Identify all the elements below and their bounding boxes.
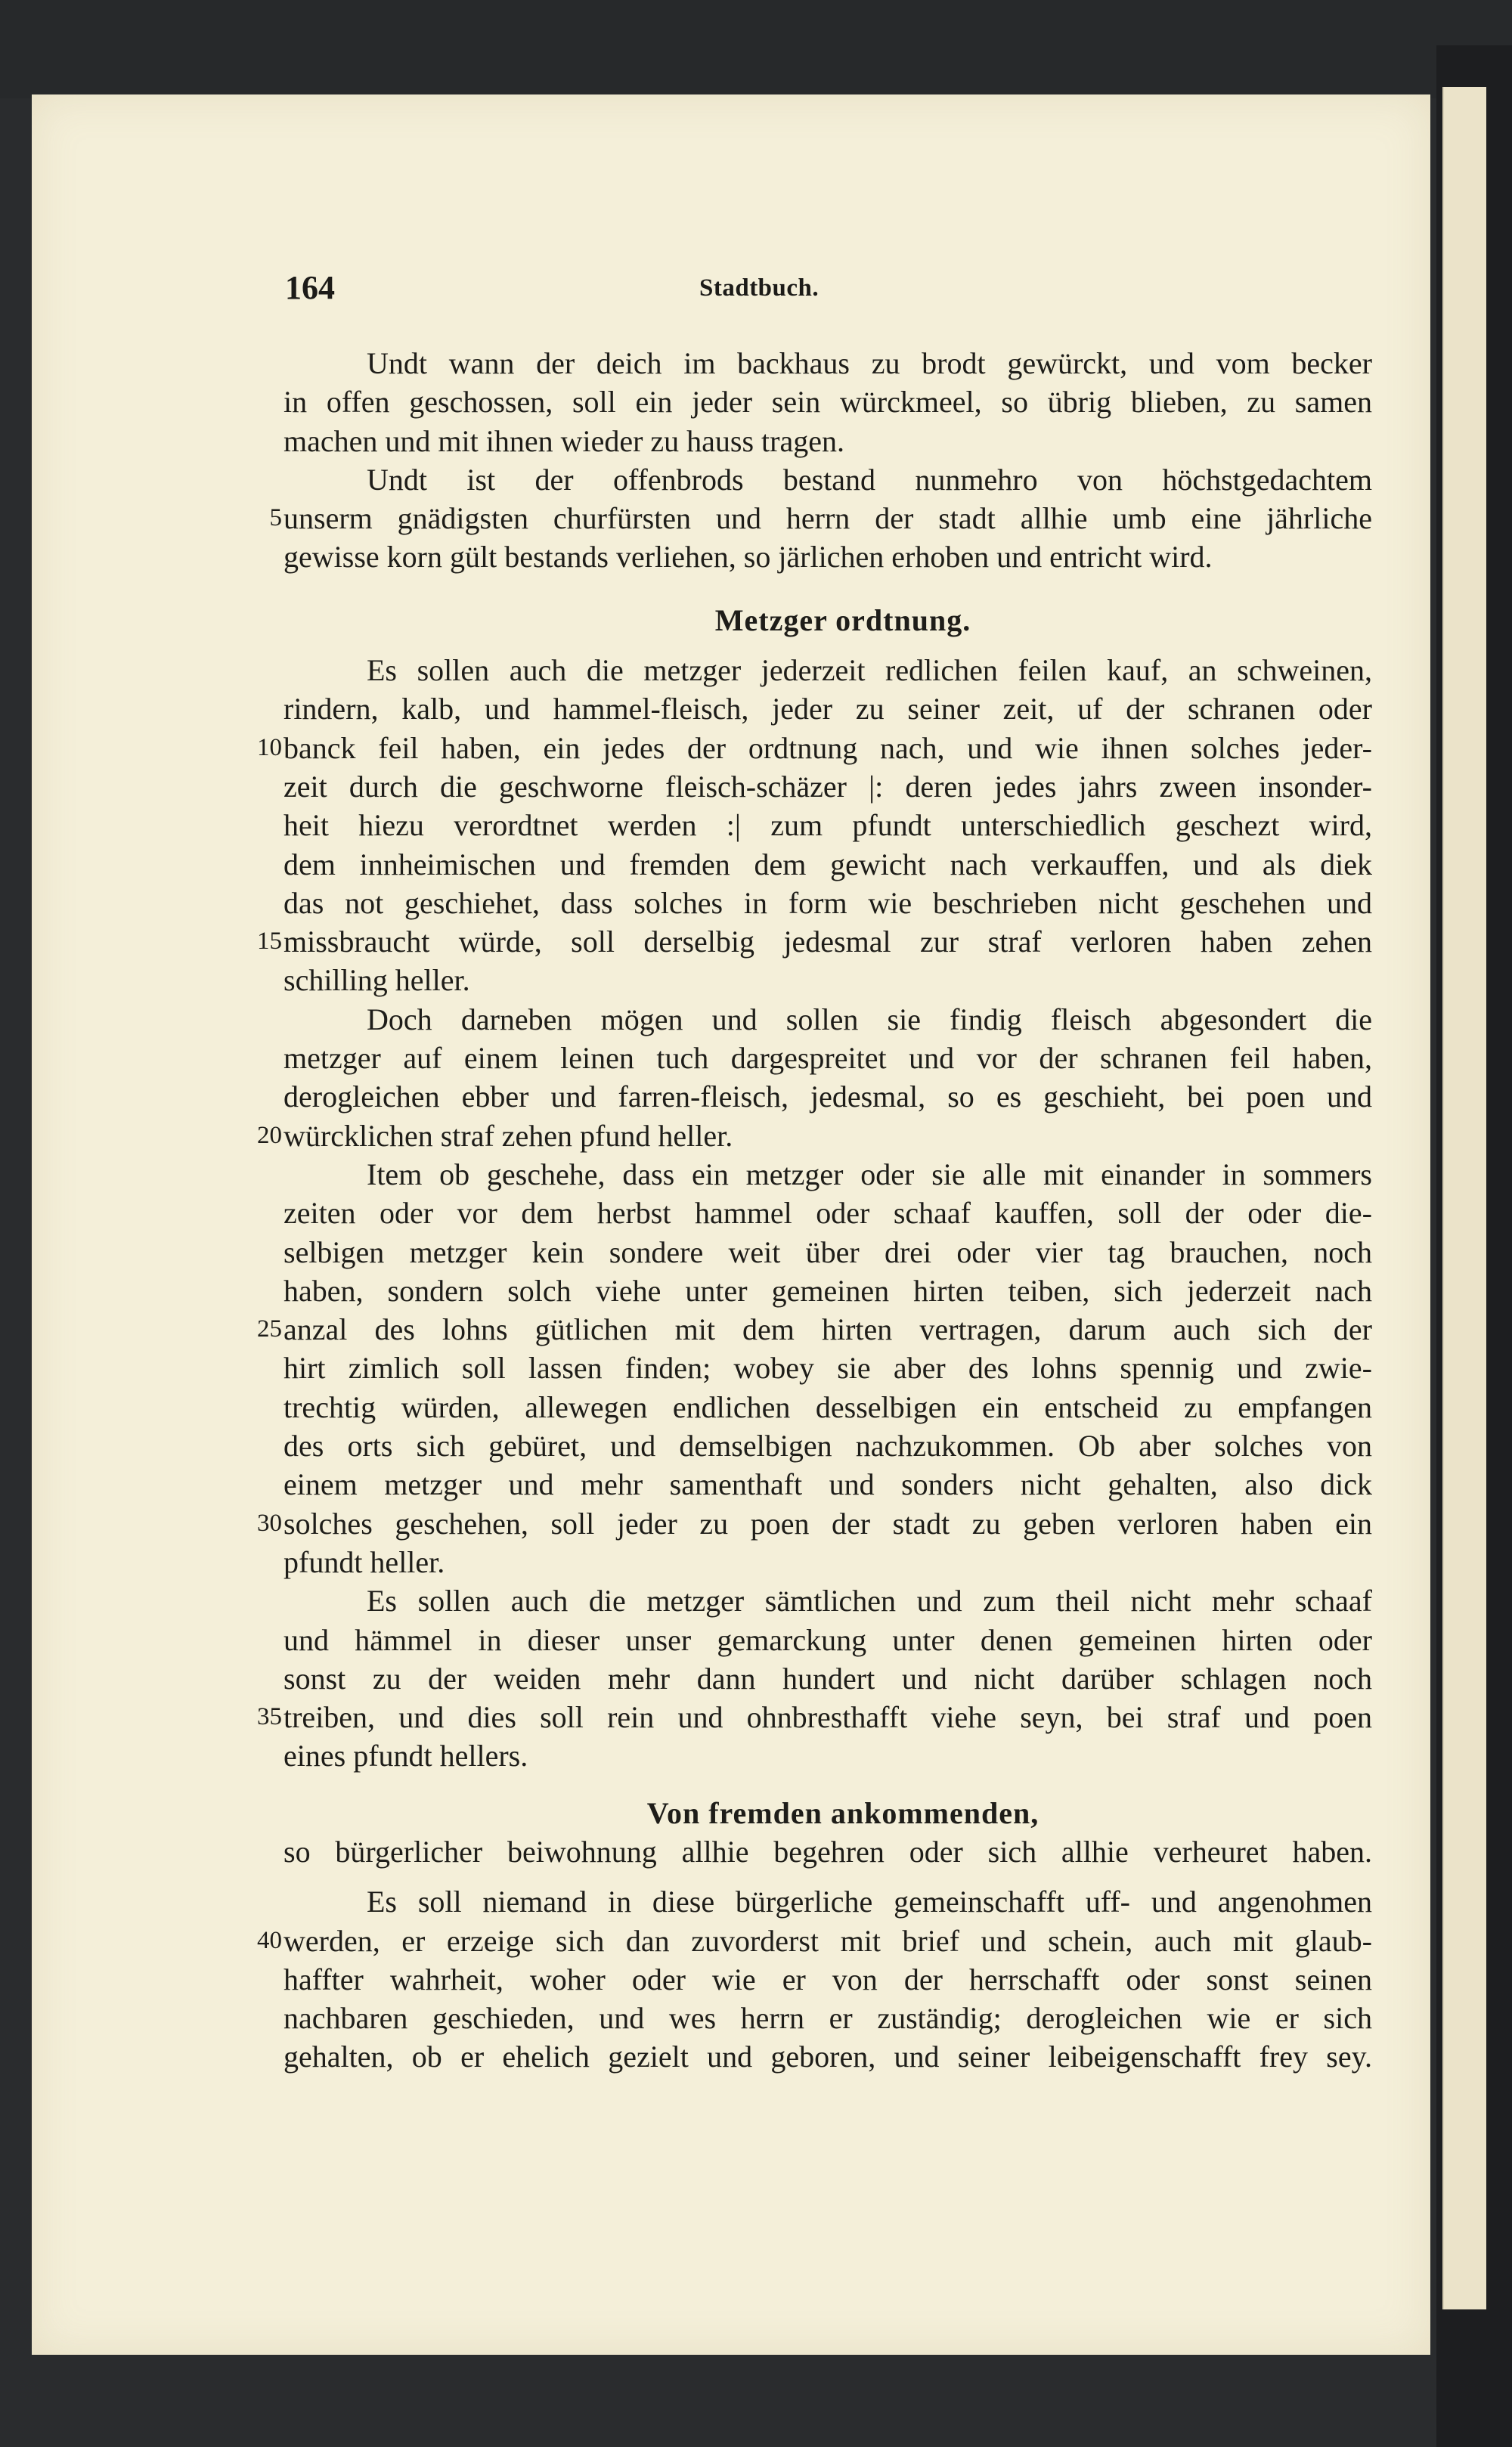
text-line: Undt ist der offenbrods bestand nunmehro von höchstgedachtem — [367, 462, 1372, 497]
paragraph — [257, 1000, 1372, 1155]
text-line: Es soll niemand in diese bürgerliche gemeinschafft uff- und angenohmen — [367, 1885, 1372, 1919]
line-number: 5 — [269, 504, 282, 532]
paragraph — [257, 651, 1372, 1000]
text-line: metzger auf einem leinen tuch dargespreitet und vor der schranen feil haben, — [284, 1041, 1372, 1076]
text-line — [269, 499, 1372, 537]
line-number: 25 — [257, 1315, 282, 1343]
page-body — [257, 344, 1372, 2077]
section-heading: Von fremden ankommenden, — [646, 1795, 1040, 1830]
text-line: gehalten, ob er ehelich gezielt und geboren, und seiner leibeigenschafft frey sey. — [284, 2040, 1372, 2074]
text-line: selbigen metzger kein sondere weit über drei oder vier tag brauchen, noch — [284, 1234, 1372, 1269]
text-line-content: werden, er erzeige sich dan zuvorderst mit brief und schein, auch mit glaub- — [284, 1923, 1372, 1958]
text-line: rindern, kalb, und hammel-fleisch, jeder zu seiner zeit, uf der schranen oder — [284, 692, 1372, 726]
text-line: sonst zu der weiden mehr dann hundert und nicht darüber schlagen noch — [284, 1661, 1372, 1696]
text-line-content: würcklichen straf zehen pfund heller. — [284, 1118, 733, 1153]
line-number: 30 — [257, 1509, 282, 1537]
text-line — [257, 922, 1372, 961]
text-line: eines pfundt hellers. — [284, 1739, 528, 1773]
paragraph — [284, 344, 1372, 460]
text-line: gewisse korn gült bestands verliehen, so järlichen erhoben und entricht wird. — [284, 540, 1213, 575]
line-number: 40 — [257, 1926, 282, 1954]
text-line — [257, 1310, 1372, 1349]
text-line — [257, 1698, 1372, 1736]
adjacent-page-edge — [1442, 87, 1486, 2309]
text-line: machen und mit ihnen wieder zu hauss tragen. — [284, 423, 844, 458]
text-line: Es sollen auch die metzger jederzeit redlichen feilen kauf, an schweinen, — [367, 653, 1372, 688]
text-line-content: unserm gnädigsten churfürsten und herrn der stadt allhie umb eine jährliche — [284, 501, 1372, 536]
line-number: 20 — [257, 1121, 282, 1149]
text-line: in offen geschossen, soll ein jeder sein würckmeel, so übrig blieben, zu samen — [284, 385, 1372, 420]
paragraph — [269, 460, 1372, 577]
text-line-content: treiben, und dies soll rein und ohnbresthafft viehe seyn, bei straf und poen — [284, 1700, 1372, 1735]
scan-background-top — [0, 0, 1512, 98]
text-line: schilling heller. — [284, 963, 470, 998]
text-line-content: solches geschehen, soll jeder zu poen der stadt zu geben verloren haben ein — [284, 1506, 1372, 1541]
text-line: und hämmel in dieser unser gemarckung unter denen gemeinen hirten oder — [284, 1622, 1372, 1657]
text-line-content: anzal des lohns gütlichen mit dem hirten vertragen, darum auch sich der — [284, 1312, 1372, 1347]
text-line: dem innheimischen und fremden dem gewicht nach verkauffen, und als diek — [284, 847, 1372, 881]
text-line — [257, 1117, 1372, 1155]
text-line: das not geschiehet, dass solches in form wie beschrieben nicht geschehen und — [284, 885, 1372, 920]
page-header — [253, 268, 1357, 314]
text-line — [257, 729, 1372, 767]
text-line: hirt zimlich soll lassen finden; wobey sie aber des lohns spennig und zwie- — [284, 1351, 1372, 1386]
text-line: trechtig würden, allewegen endlichen desselbigen ein entscheid zu empfangen — [284, 1389, 1372, 1424]
text-line: heit hiezu verordtnet werden :| zum pfundt unterschiedlich geschezt wird, — [284, 808, 1372, 843]
text-line: des orts sich gebüret, und demselbigen nachzukommen. Ob aber solches von — [284, 1429, 1372, 1464]
text-line: pfundt heller. — [284, 1544, 445, 1579]
paragraph — [257, 1882, 1372, 2076]
text-line: zeiten oder vor dem herbst hammel oder schaaf kauffen, soll der oder die- — [284, 1196, 1372, 1231]
text-line: haffter wahrheit, woher oder wie er von der herrschafft oder sonst seinen — [284, 1962, 1372, 1996]
text-line: einem metzger und mehr samenthaft und sonders nicht gehalten, also dick — [284, 1467, 1372, 1502]
line-number: 10 — [257, 733, 282, 761]
text-line: nachbaren geschieden, und wes herrn er zuständig; derogleichen wie er sich — [284, 2001, 1372, 2036]
text-line: Es sollen auch die metzger sämtlichen und zum theil nicht mehr schaaf — [367, 1584, 1372, 1618]
text-line — [257, 1922, 1372, 1960]
paragraph — [257, 1155, 1372, 1581]
text-line: Undt wann der deich im backhaus zu brodt gewürckt, und vom becker — [367, 346, 1372, 380]
text-line-content: banck feil haben, ein jedes der ordtnung nach, und wie ihnen solches jeder- — [284, 730, 1372, 765]
text-line-content: missbraucht würde, soll derselbig jedesmal zur straf verloren haben zehen — [284, 925, 1372, 959]
text-line: zeit durch die geschworne fleisch-schäzer |: deren jedes jahrs zween insonder- — [284, 769, 1372, 804]
text-line: derogleichen ebber und farren-fleisch, jedesmal, so es geschieht, bei poen und — [284, 1079, 1372, 1114]
text-line: Doch darneben mögen und sollen sie findig fleisch abgesondert die — [367, 1002, 1372, 1036]
line-number: 15 — [257, 928, 282, 956]
text-line — [257, 1504, 1372, 1543]
line-number: 35 — [257, 1703, 282, 1731]
paragraph — [257, 1581, 1372, 1775]
text-line: Item ob geschehe, dass ein metzger oder sie alle mit einander in sommers — [367, 1157, 1372, 1191]
section-heading: Metzger ordtnung. — [714, 602, 971, 637]
section-subheading: so bürgerlicher beiwohnung allhie begehren oder sich allhie verheuret haben. — [284, 1834, 1372, 1869]
page-number: 164 — [285, 269, 335, 306]
running-title: Stadtbuch. — [699, 274, 820, 302]
text-line: haben, sondern solch viehe unter gemeinen hirten teiben, sich jederzeit nach — [284, 1273, 1372, 1308]
